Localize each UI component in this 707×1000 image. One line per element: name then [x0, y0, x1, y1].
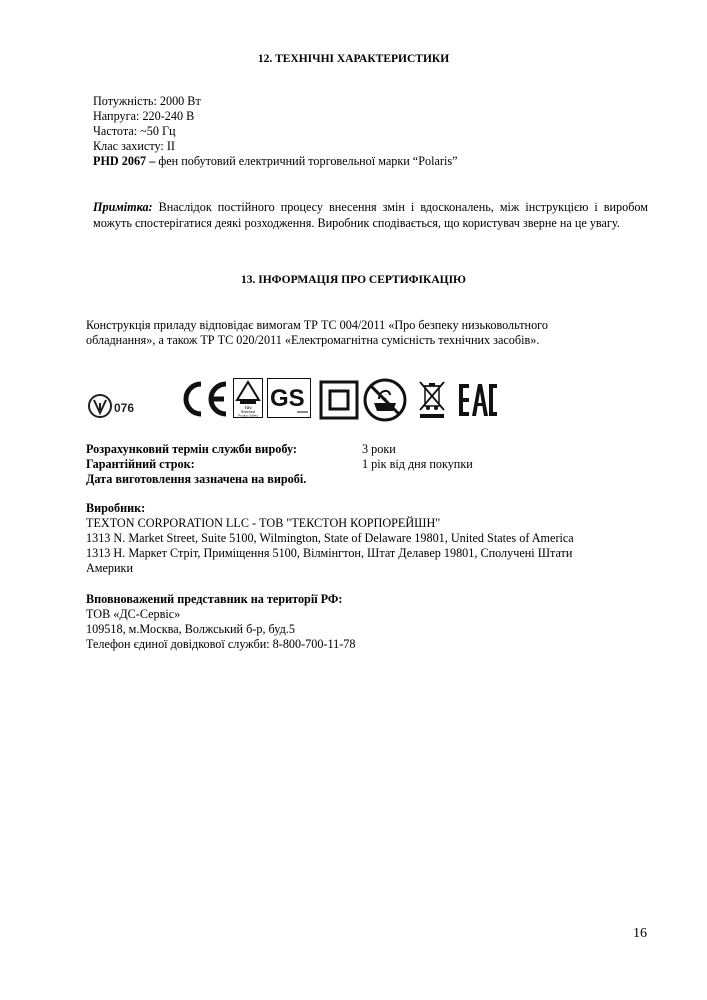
- svg-text:Product Safety: Product Safety: [238, 413, 258, 418]
- service-life-label: Розрахунковий термін служби виробу:: [86, 442, 297, 456]
- note-text: Внаслідок постійного процесу внесення змін і вдосконалень, між інструкцією і виробом можуть спостерігатися деякі розходження. Виробник сподівається, що користувач зверне на це увагу.: [93, 200, 648, 230]
- class-ii-double-insulation-icon: [319, 380, 359, 420]
- ua-mark-number: 076: [114, 401, 135, 415]
- spec-voltage: Напруга: 220-240 В: [93, 109, 195, 123]
- compliance-line-1: Конструкція приладу відповідає вимогам ТР ТС 004/2011 «Про безпеку низьковольтного: [86, 318, 548, 332]
- manufacturer-name: TEXTON CORPORATION LLC - ТОВ "ТЕКСТОН КОРПОРЕЙШН": [86, 516, 441, 530]
- manufacturer-label: Виробник:: [86, 501, 146, 515]
- manufacturer-address-ua-line-1: 1313 Н. Маркет Стріт, Приміщення 5100, Вілмінгтон, Штат Делавер 19801, Сполучені Штати: [86, 546, 573, 560]
- eac-mark-icon: [458, 383, 498, 417]
- warranty-value: 1 рік від дня покупки: [362, 457, 473, 471]
- model-code: PHD 2067 –: [93, 154, 156, 168]
- no-water-use-icon: [362, 377, 408, 423]
- ce-mark-icon: [180, 380, 230, 418]
- representative-address: 109518, м.Москва, Волжський б-р, буд.5: [86, 622, 295, 636]
- svg-text:TÜV: TÜV: [244, 406, 252, 410]
- note-paragraph: [93, 200, 648, 231]
- ua-conformity-mark-icon: [86, 389, 146, 423]
- representative-phone: Телефон єдиної довідкової служби: 8-800-700-11-78: [86, 637, 356, 651]
- representative-label: Вповноважений представник на території РФ:: [86, 592, 343, 606]
- spec-protection-class: Клас захисту: II: [93, 139, 175, 153]
- gs-label: GS: [270, 385, 305, 412]
- service-life-value: 3 роки: [362, 442, 396, 456]
- tuv-safety-icon: [233, 378, 263, 418]
- certification-marks: [86, 375, 506, 425]
- spec-power: Потужність: 2000 Вт: [93, 94, 201, 108]
- section-13-title: 13. ІНФОРМАЦІЯ ПРО СЕРТИФІКАЦІЮ: [240, 274, 467, 286]
- spec-frequency: Частота: ~50 Гц: [93, 124, 176, 138]
- model-description: [93, 154, 457, 169]
- svg-text:Rheinland: Rheinland: [240, 410, 256, 414]
- page-number: 16: [633, 926, 647, 941]
- model-text: фен побутовий електричний торговельної марки “Polaris”: [155, 154, 458, 168]
- compliance-line-2: обладнання», а також ТР ТС 020/2011 «Електромагнітна сумісність технічних засобів».: [86, 333, 540, 347]
- section-12-title: 12. ТЕХНІЧНІ ХАРАКТЕРИСТИКИ: [257, 53, 450, 65]
- manufacture-date-note: Дата виготовлення зазначена на виробі.: [86, 472, 307, 486]
- gs-safety-icon: [267, 378, 311, 418]
- manufacturer-address-en: 1313 N. Market Street, Suite 5100, Wilmington, State of Delaware 19801, United States of America: [86, 531, 574, 545]
- note-label: Примітка:: [93, 200, 153, 214]
- representative-name: ТОВ «ДС-Сервіс»: [86, 607, 181, 621]
- manufacturer-address-ua-line-2: Америки: [86, 561, 133, 575]
- warranty-label: Гарантійний строк:: [86, 457, 195, 471]
- weee-disposal-icon: [416, 378, 448, 420]
